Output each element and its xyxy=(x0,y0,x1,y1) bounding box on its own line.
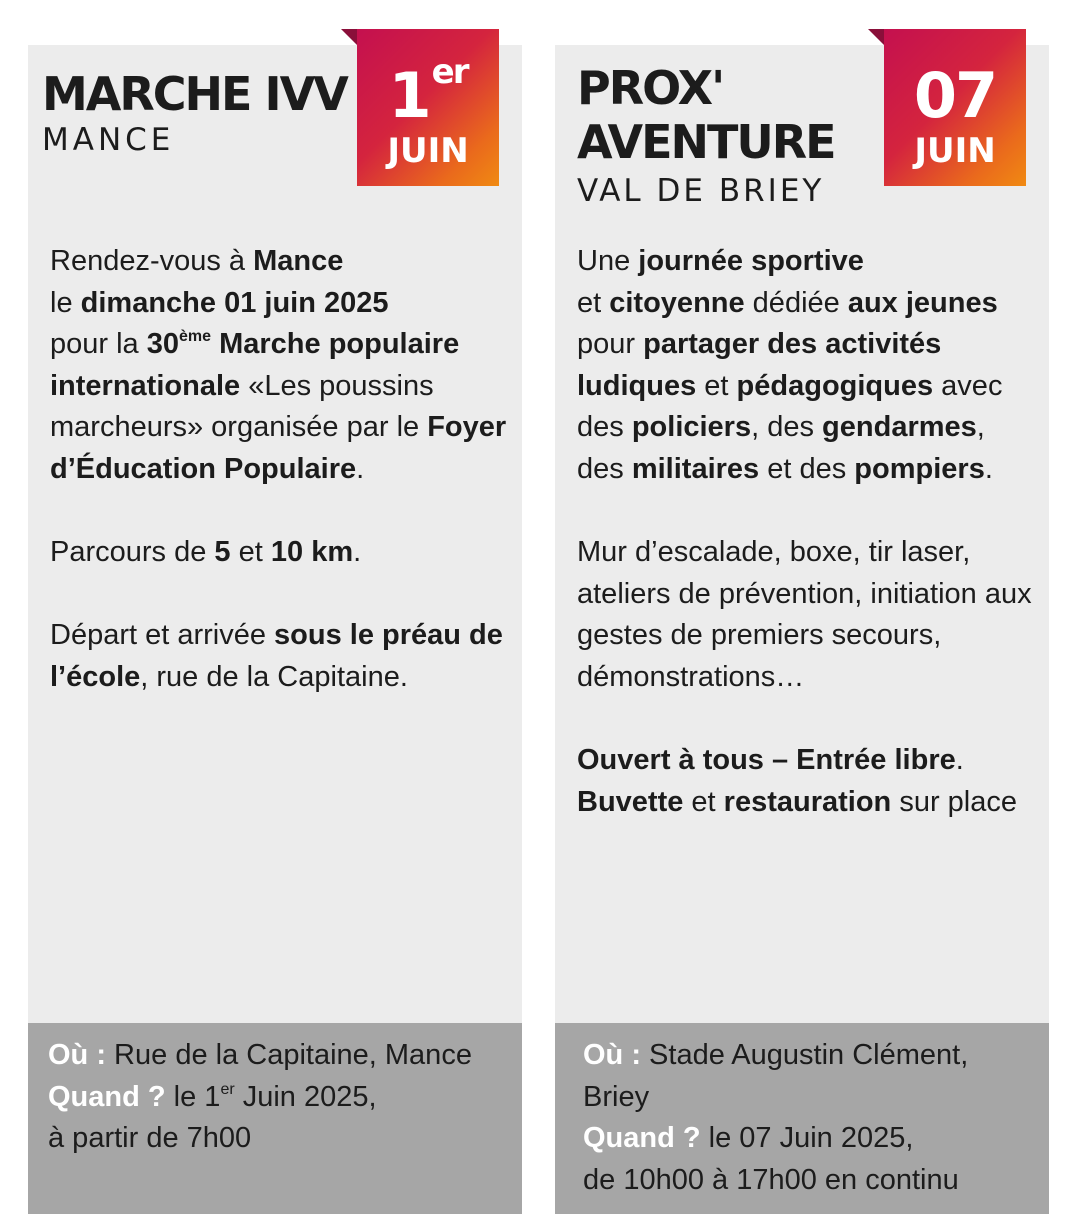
time-line: à partir de 7h00 xyxy=(48,1122,252,1155)
route-paragraph: Parcours de 5 et 10 km. xyxy=(50,536,362,569)
event-description xyxy=(577,241,1037,865)
when-label: Quand ? xyxy=(583,1122,701,1155)
description-paragraph: Une journée sportive et citoyenne dédiée aux jeunes pour partager des activités ludiques et pédagogiques avec des policiers, des gendarmes, des militaires et des pompiers. xyxy=(577,245,1003,485)
badge-day-suffix: er xyxy=(431,52,468,92)
when-line: Quand ? le 1er Juin 2025, xyxy=(48,1080,377,1113)
where-line: Où : Stade Augustin Clément, xyxy=(583,1039,969,1071)
where-line-2: Briey xyxy=(583,1080,650,1113)
time-line: de 10h00 à 17h00 en continu xyxy=(583,1163,959,1196)
description-paragraph: Rendez-vous à Mance le dimanche 01 juin 2025 pour la 30ème Marche populaire internationale «Les poussins marcheurs» organisée par le Foyer d’Éducation Populaire. xyxy=(50,245,507,485)
where-line: Où : Rue de la Capitaine, Mance xyxy=(48,1039,472,1071)
start-paragraph: Départ et arrivée sous le préau de l’école, rue de la Capitaine. xyxy=(50,619,503,693)
event-location-subtitle: MANCE xyxy=(42,122,175,158)
when-label: Quand ? xyxy=(48,1080,166,1113)
activities-paragraph: Mur d’escalade, boxe, tir laser, ateliers de prévention, initiation aux gestes de premiers secours, démonstrations… xyxy=(577,536,1032,693)
where-label: Où : xyxy=(48,1039,106,1071)
event-description xyxy=(50,241,510,740)
badge-month: JUIN xyxy=(914,131,996,171)
event-info-footer xyxy=(28,1023,522,1214)
when-line: Quand ? le 07 Juin 2025, xyxy=(583,1122,914,1155)
date-badge xyxy=(884,29,1026,186)
event-title: PROX' AVENTURE xyxy=(577,61,835,169)
access-paragraph: Ouvert à tous – Entrée libre. Buvette et restauration sur place xyxy=(577,744,1018,818)
event-card-marche-ivv xyxy=(28,45,522,1214)
date-badge xyxy=(357,29,499,186)
badge-day: 1er xyxy=(388,52,468,132)
where-label: Où : xyxy=(583,1039,641,1071)
event-location-subtitle: VAL DE BRIEY xyxy=(577,173,825,209)
badge-month: JUIN xyxy=(387,131,469,171)
event-info-footer xyxy=(555,1023,1049,1214)
event-title: MARCHE IVV xyxy=(42,67,347,121)
badge-day: 07 xyxy=(913,59,997,132)
event-card-prox-aventure xyxy=(555,45,1049,1214)
